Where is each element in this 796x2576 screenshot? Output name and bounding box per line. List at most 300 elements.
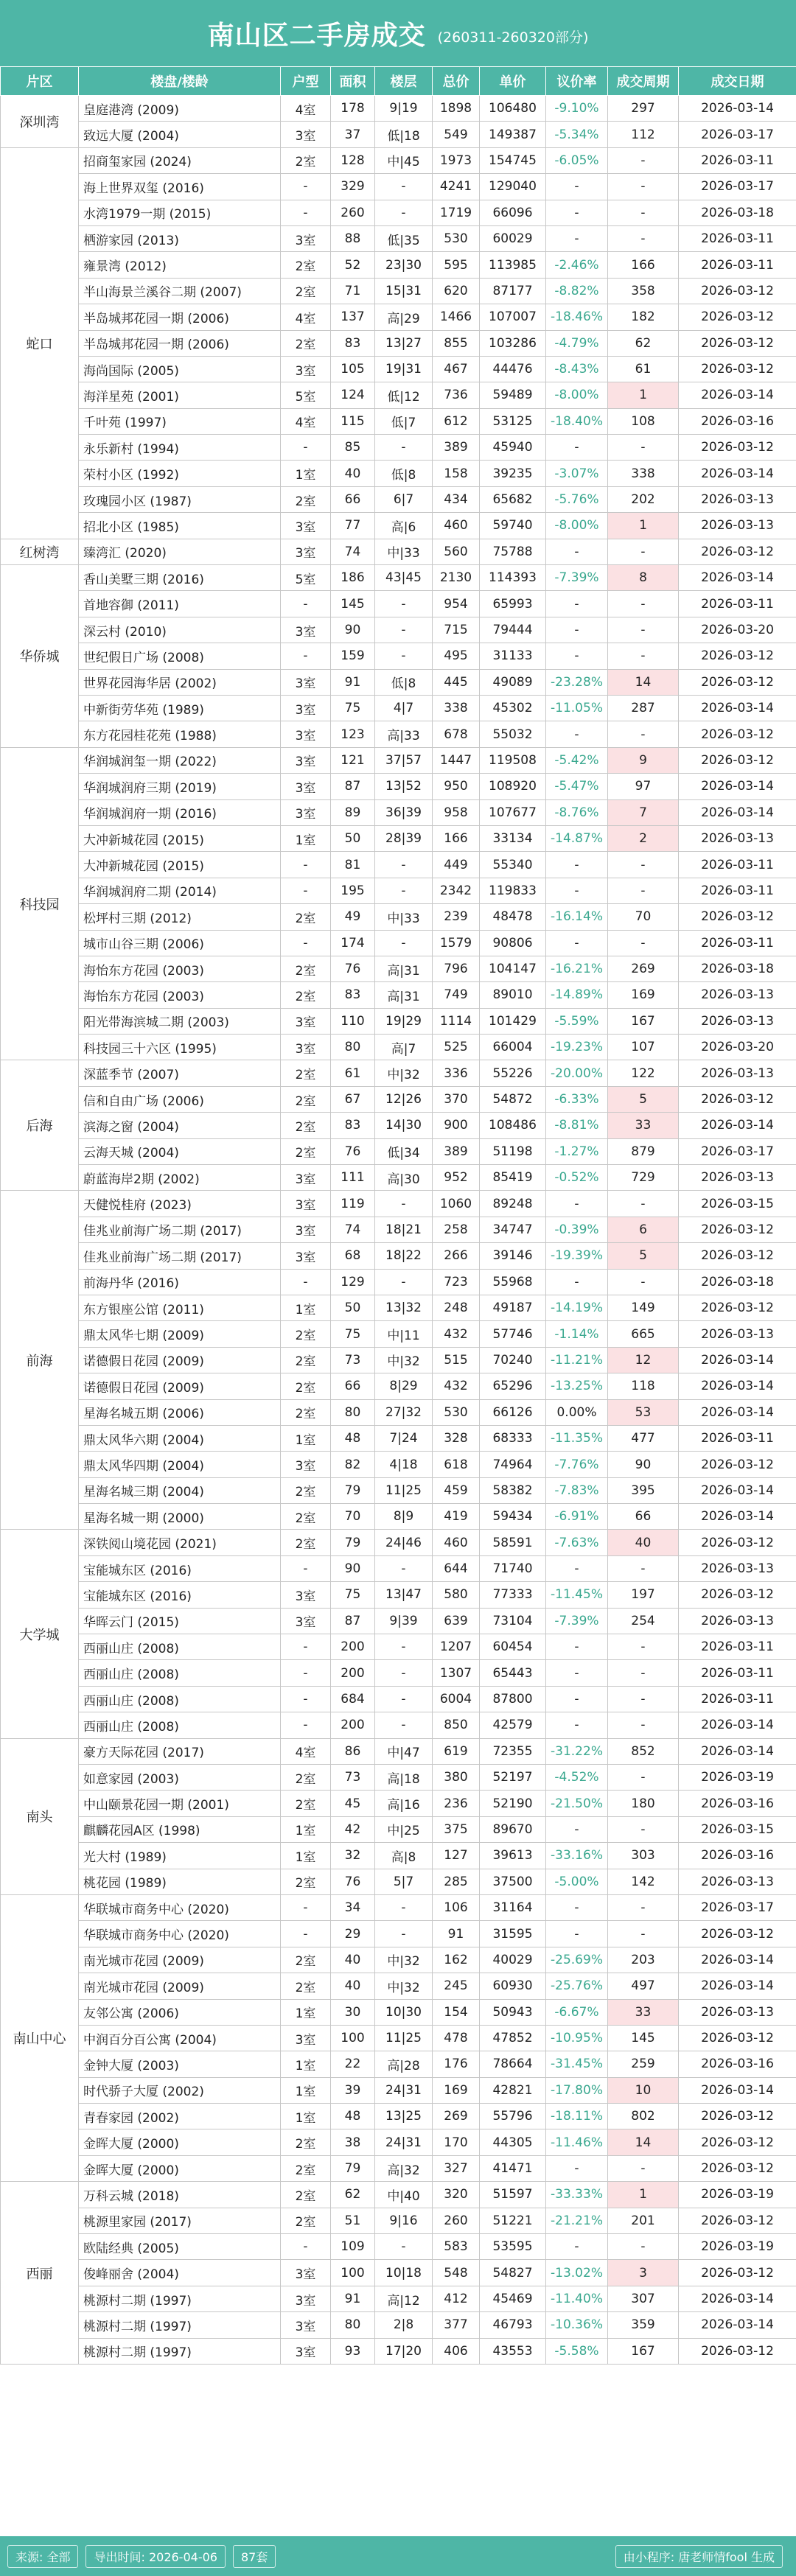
estate-cell: 城市山谷三期 (2006) (79, 930, 281, 956)
table-row (1, 1477, 796, 1503)
unit-price-cell: 48478 (480, 904, 546, 930)
district-cell: 蛇口 (1, 147, 79, 539)
area-cell: 22 (331, 2051, 375, 2077)
unit-price-cell: 42579 (480, 1712, 546, 1738)
area-cell: 129 (331, 1269, 375, 1295)
table-row (1, 1973, 796, 1999)
layout-cell: 2室 (281, 1347, 331, 1373)
estate-cell: 蔚蓝海岸2期 (2002) (79, 1165, 281, 1191)
bargain-rate-cell: -5.47% (546, 774, 608, 799)
floor-cell: 高|28 (375, 2051, 433, 2077)
estate-cell: 西丽山庄 (2008) (79, 1634, 281, 1660)
date-cell: 2026-03-12 (679, 1295, 796, 1320)
layout-cell: 2室 (281, 2208, 331, 2233)
table-row (1, 225, 796, 251)
date-cell: 2026-03-12 (679, 2208, 796, 2233)
cycle-cell: - (608, 2234, 679, 2260)
bargain-rate-cell: -7.39% (546, 565, 608, 591)
layout-cell: 3室 (281, 1165, 331, 1191)
area-cell: 77 (331, 513, 375, 539)
cycle-cell: 9 (608, 747, 679, 773)
estate-cell: 金晖大厦 (2000) (79, 2129, 281, 2155)
cycle-cell: - (608, 591, 679, 617)
total-price-cell: 525 (433, 1035, 480, 1060)
cycle-cell: 395 (608, 1477, 679, 1503)
date-cell: 2026-03-19 (679, 2182, 796, 2208)
date-cell: 2026-03-16 (679, 408, 796, 434)
layout-cell: - (281, 2234, 331, 2260)
estate-cell: 桃花园 (1989) (79, 1869, 281, 1894)
total-price-cell: 1973 (433, 147, 480, 173)
table-row (1, 2286, 796, 2311)
cycle-cell: 97 (608, 774, 679, 799)
cycle-cell: 118 (608, 1373, 679, 1399)
table-row (1, 2234, 796, 2260)
bargain-rate-cell: -5.00% (546, 1869, 608, 1894)
cycle-cell: 287 (608, 695, 679, 721)
area-cell: 71 (331, 278, 375, 304)
date-cell: 2026-03-14 (679, 1504, 796, 1530)
bargain-rate-cell: -25.76% (546, 1973, 608, 1999)
area-cell: 30 (331, 1999, 375, 2025)
bargain-rate-cell: -5.76% (546, 486, 608, 512)
table-row (1, 330, 796, 356)
layout-cell: - (281, 1634, 331, 1660)
estate-cell: 海尚国际 (2005) (79, 356, 281, 382)
total-price-cell: 449 (433, 852, 480, 878)
estate-cell: 大冲新城花园 (2015) (79, 825, 281, 851)
area-cell: 76 (331, 1869, 375, 1894)
total-price-cell: 644 (433, 1555, 480, 1581)
district-cell: 西丽 (1, 2182, 79, 2365)
area-cell: 260 (331, 200, 375, 225)
estate-cell: 深云村 (2010) (79, 617, 281, 643)
area-cell: 684 (331, 1686, 375, 1712)
estate-cell: 南光城市花园 (2009) (79, 1947, 281, 1973)
bargain-rate-cell: -2.46% (546, 252, 608, 278)
table-row (1, 1295, 796, 1320)
area-cell: 76 (331, 956, 375, 981)
layout-cell: 3室 (281, 669, 331, 695)
table-row (1, 174, 796, 200)
date-cell: 2026-03-11 (679, 147, 796, 173)
cycle-cell: 108 (608, 408, 679, 434)
total-price-cell: 434 (433, 486, 480, 512)
layout-cell: 3室 (281, 1243, 331, 1269)
bargain-rate-cell: - (546, 1634, 608, 1660)
date-cell: 2026-03-12 (679, 643, 796, 669)
date-cell: 2026-03-12 (679, 1217, 796, 1242)
cycle-cell: 112 (608, 122, 679, 147)
estate-cell: 欧陆经典 (2005) (79, 2234, 281, 2260)
estate-cell: 华晖云门 (2015) (79, 1608, 281, 1634)
table-row (1, 825, 796, 851)
date-cell: 2026-03-12 (679, 539, 796, 564)
district-cell: 深圳湾 (1, 96, 79, 148)
area-cell: 174 (331, 930, 375, 956)
total-price-cell: 619 (433, 1738, 480, 1764)
floor-cell: 10|30 (375, 1999, 433, 2025)
unit-price-cell: 65682 (480, 486, 546, 512)
layout-cell: 4室 (281, 1738, 331, 1764)
cycle-cell: 2 (608, 825, 679, 851)
area-cell: 32 (331, 1843, 375, 1869)
district-cell: 后海 (1, 1060, 79, 1191)
cycle-cell: 142 (608, 1869, 679, 1894)
unit-price-cell: 51221 (480, 2208, 546, 2233)
unit-price-cell: 87177 (480, 278, 546, 304)
area-cell: 100 (331, 2025, 375, 2051)
total-price-cell: 445 (433, 669, 480, 695)
total-price-cell: 327 (433, 2155, 480, 2181)
cycle-cell: 40 (608, 1530, 679, 1555)
unit-price-cell: 54827 (480, 2260, 546, 2286)
date-cell: 2026-03-13 (679, 1555, 796, 1581)
cycle-cell: - (608, 147, 679, 173)
layout-cell: 2室 (281, 2182, 331, 2208)
table-row (1, 2155, 796, 2181)
cycle-cell: 90 (608, 1452, 679, 1477)
area-cell: 75 (331, 1321, 375, 1347)
cycle-cell: 201 (608, 2208, 679, 2233)
unit-price-cell: 89010 (480, 982, 546, 1008)
table-row (1, 2312, 796, 2338)
unit-price-cell: 59489 (480, 382, 546, 408)
date-cell: 2026-03-14 (679, 774, 796, 799)
unit-price-cell: 37500 (480, 1869, 546, 1894)
cycle-cell: 14 (608, 669, 679, 695)
date-cell: 2026-03-11 (679, 1634, 796, 1660)
bargain-rate-cell: -7.83% (546, 1477, 608, 1503)
cycle-cell: 202 (608, 486, 679, 512)
bargain-rate-cell: -21.21% (546, 2208, 608, 2233)
floor-cell: - (375, 1686, 433, 1712)
table-row (1, 1634, 796, 1660)
area-cell: 29 (331, 1921, 375, 1947)
layout-cell: 5室 (281, 382, 331, 408)
estate-cell: 星海名城五期 (2006) (79, 1399, 281, 1425)
area-cell: 85 (331, 435, 375, 461)
area-cell: 74 (331, 1217, 375, 1242)
total-price-cell: 269 (433, 2104, 480, 2129)
total-price-cell: 154 (433, 1999, 480, 2025)
date-cell: 2026-03-14 (679, 461, 796, 486)
estate-cell: 东方银座公馆 (2011) (79, 1295, 281, 1320)
estate-cell: 桃源村二期 (1997) (79, 2286, 281, 2311)
estate-cell: 前海丹华 (2016) (79, 1269, 281, 1295)
floor-cell: - (375, 1921, 433, 1947)
unit-price-cell: 59434 (480, 1504, 546, 1530)
bargain-rate-cell: -17.80% (546, 2077, 608, 2103)
layout-cell: 2室 (281, 330, 331, 356)
cycle-cell: 145 (608, 2025, 679, 2051)
floor-cell: 17|20 (375, 2338, 433, 2364)
date-cell: 2026-03-14 (679, 382, 796, 408)
layout-cell: 3室 (281, 1452, 331, 1477)
unit-price-cell: 77333 (480, 1582, 546, 1608)
floor-cell: 18|21 (375, 1217, 433, 1242)
table-row (1, 799, 796, 825)
total-price-cell: 432 (433, 1321, 480, 1347)
area-cell: 61 (331, 1060, 375, 1086)
area-cell: 79 (331, 2155, 375, 2181)
total-price-cell: 91 (433, 1921, 480, 1947)
date-cell: 2026-03-17 (679, 1894, 796, 1920)
floor-cell: 高|18 (375, 1765, 433, 1791)
cycle-cell: - (608, 852, 679, 878)
date-cell: 2026-03-12 (679, 330, 796, 356)
date-cell: 2026-03-17 (679, 174, 796, 200)
total-price-cell: 1579 (433, 930, 480, 956)
table-row (1, 1791, 796, 1816)
table-row (1, 1399, 796, 1425)
unit-price-cell: 70240 (480, 1347, 546, 1373)
date-cell: 2026-03-14 (679, 1347, 796, 1373)
layout-cell: 1室 (281, 2051, 331, 2077)
total-price-cell: 258 (433, 1217, 480, 1242)
layout-cell: 2室 (281, 982, 331, 1008)
table-row (1, 382, 796, 408)
table-row (1, 1373, 796, 1399)
area-cell: 145 (331, 591, 375, 617)
unit-price-cell: 107007 (480, 304, 546, 330)
area-cell: 90 (331, 1555, 375, 1581)
estate-cell: 阳光带海滨城二期 (2003) (79, 1008, 281, 1034)
floor-cell: 2|8 (375, 2312, 433, 2338)
layout-cell: 3室 (281, 1191, 331, 1217)
date-cell: 2026-03-14 (679, 1738, 796, 1764)
floor-cell: 中|45 (375, 147, 433, 173)
estate-cell: 西丽山庄 (2008) (79, 1712, 281, 1738)
bargain-rate-cell: -4.79% (546, 330, 608, 356)
table-row (1, 304, 796, 330)
unit-price-cell: 39613 (480, 1843, 546, 1869)
floor-cell: - (375, 1269, 433, 1295)
layout-cell: 3室 (281, 747, 331, 773)
date-cell: 2026-03-12 (679, 1530, 796, 1555)
floor-cell: 4|18 (375, 1452, 433, 1477)
floor-cell: 10|18 (375, 2260, 433, 2286)
estate-cell: 华润城润玺一期 (2022) (79, 747, 281, 773)
table-row (1, 1660, 796, 1686)
area-cell: 83 (331, 1113, 375, 1138)
layout-cell: 3室 (281, 1035, 331, 1060)
layout-cell: 3室 (281, 1608, 331, 1634)
cycle-cell: - (608, 539, 679, 564)
unit-price-cell: 46793 (480, 2312, 546, 2338)
date-cell: 2026-03-11 (679, 852, 796, 878)
estate-cell: 中山颐景花园一期 (2001) (79, 1791, 281, 1816)
layout-cell: - (281, 643, 331, 669)
estate-cell: 宝能城东区 (2016) (79, 1582, 281, 1608)
cycle-cell: 6 (608, 1217, 679, 1242)
floor-cell: 13|27 (375, 330, 433, 356)
bargain-rate-cell: 0.00% (546, 1399, 608, 1425)
floor-cell: - (375, 200, 433, 225)
unit-price-cell: 45940 (480, 435, 546, 461)
cycle-cell: 169 (608, 982, 679, 1008)
table-row (1, 1582, 796, 1608)
unit-price-cell: 87800 (480, 1686, 546, 1712)
unit-price-cell: 31595 (480, 1921, 546, 1947)
unit-price-cell: 149387 (480, 122, 546, 147)
cycle-cell: 203 (608, 1947, 679, 1973)
area-cell: 73 (331, 1765, 375, 1791)
title-bar (0, 0, 796, 66)
layout-cell: 2室 (281, 147, 331, 173)
table-row (1, 1008, 796, 1034)
date-cell: 2026-03-12 (679, 2129, 796, 2155)
total-price-cell: 377 (433, 2312, 480, 2338)
floor-cell: 低|34 (375, 1138, 433, 1164)
date-cell: 2026-03-15 (679, 1816, 796, 1842)
bargain-rate-cell: -20.00% (546, 1060, 608, 1086)
unit-price-cell: 103286 (480, 330, 546, 356)
layout-cell: 3室 (281, 2312, 331, 2338)
bargain-rate-cell: - (546, 617, 608, 643)
date-cell: 2026-03-12 (679, 1452, 796, 1477)
estate-cell: 半岛城邦花园一期 (2006) (79, 304, 281, 330)
cycle-cell: 303 (608, 1843, 679, 1869)
area-cell: 74 (331, 539, 375, 564)
table-row (1, 1921, 796, 1947)
floor-cell: 24|46 (375, 1530, 433, 1555)
estate-cell: 俊峰丽舍 (2004) (79, 2260, 281, 2286)
date-cell: 2026-03-16 (679, 2051, 796, 2077)
estate-cell: 深铁阅山境花园 (2021) (79, 1530, 281, 1555)
unit-price-cell: 55032 (480, 721, 546, 747)
bargain-rate-cell: -7.63% (546, 1530, 608, 1555)
bargain-rate-cell: -6.33% (546, 1086, 608, 1112)
cycle-cell: 10 (608, 2077, 679, 2103)
table-row (1, 1113, 796, 1138)
floor-cell: 19|29 (375, 1008, 433, 1034)
header-layout: 户型 (281, 67, 331, 96)
district-cell: 华侨城 (1, 565, 79, 748)
unit-price-cell: 43553 (480, 2338, 546, 2364)
unit-price-cell: 90806 (480, 930, 546, 956)
date-cell: 2026-03-12 (679, 2025, 796, 2051)
date-cell: 2026-03-13 (679, 825, 796, 851)
date-cell: 2026-03-12 (679, 747, 796, 773)
date-cell: 2026-03-11 (679, 1425, 796, 1451)
area-cell: 87 (331, 1608, 375, 1634)
floor-cell: 低|35 (375, 225, 433, 251)
bargain-rate-cell: -31.22% (546, 1738, 608, 1764)
table-row (1, 904, 796, 930)
footer-export-time: 导出时间: 2026-04-06 (85, 2545, 225, 2568)
area-cell: 83 (331, 330, 375, 356)
unit-price-cell: 65443 (480, 1660, 546, 1686)
cycle-cell: 7 (608, 799, 679, 825)
total-price-cell: 467 (433, 356, 480, 382)
layout-cell: 2室 (281, 1321, 331, 1347)
layout-cell: 3室 (281, 122, 331, 147)
unit-price-cell: 42821 (480, 2077, 546, 2103)
floor-cell: 8|29 (375, 1373, 433, 1399)
floor-cell: 高|7 (375, 1035, 433, 1060)
floor-cell: 高|12 (375, 2286, 433, 2311)
unit-price-cell: 54872 (480, 1086, 546, 1112)
estate-cell: 西丽山庄 (2008) (79, 1686, 281, 1712)
unit-price-cell: 78664 (480, 2051, 546, 2077)
cycle-cell: - (608, 878, 679, 903)
floor-cell: 13|32 (375, 1295, 433, 1320)
cycle-cell: 182 (608, 304, 679, 330)
cycle-cell: 338 (608, 461, 679, 486)
total-price-cell: 515 (433, 1347, 480, 1373)
area-cell: 48 (331, 1425, 375, 1451)
total-price-cell: 530 (433, 225, 480, 251)
unit-price-cell: 85419 (480, 1165, 546, 1191)
floor-cell: 中|32 (375, 1947, 433, 1973)
bargain-rate-cell: -10.95% (546, 2025, 608, 2051)
cycle-cell: 802 (608, 2104, 679, 2129)
estate-cell: 世界花园海华居 (2002) (79, 669, 281, 695)
unit-price-cell: 75788 (480, 539, 546, 564)
estate-cell: 华润城润府三期 (2019) (79, 774, 281, 799)
layout-cell: - (281, 200, 331, 225)
bargain-rate-cell: -5.59% (546, 1008, 608, 1034)
date-cell: 2026-03-19 (679, 2234, 796, 2260)
cycle-cell: 70 (608, 904, 679, 930)
cycle-cell: 358 (608, 278, 679, 304)
table-row (1, 1165, 796, 1191)
area-cell: 76 (331, 1138, 375, 1164)
table-row (1, 1035, 796, 1060)
floor-cell: 23|30 (375, 252, 433, 278)
unit-price-cell: 31164 (480, 1894, 546, 1920)
date-cell: 2026-03-16 (679, 1791, 796, 1816)
total-price-cell: 639 (433, 1608, 480, 1634)
date-cell: 2026-03-14 (679, 1399, 796, 1425)
area-cell: 91 (331, 669, 375, 695)
unit-price-cell: 39235 (480, 461, 546, 486)
layout-cell: 4室 (281, 408, 331, 434)
estate-cell: 招北小区 (1985) (79, 513, 281, 539)
area-cell: 109 (331, 2234, 375, 2260)
layout-cell: 2室 (281, 2155, 331, 2181)
total-price-cell: 328 (433, 1425, 480, 1451)
unit-price-cell: 89670 (480, 1816, 546, 1842)
layout-cell: 4室 (281, 304, 331, 330)
date-cell: 2026-03-17 (679, 1138, 796, 1164)
page-subtitle: (260311-260320部分) (437, 29, 589, 46)
total-price-cell: 370 (433, 1086, 480, 1112)
bargain-rate-cell: -18.40% (546, 408, 608, 434)
estate-cell: 永乐新村 (1994) (79, 435, 281, 461)
date-cell: 2026-03-13 (679, 486, 796, 512)
floor-cell: 9|16 (375, 2208, 433, 2233)
estate-cell: 南光城市花园 (2009) (79, 1973, 281, 1999)
table-row (1, 1843, 796, 1869)
cycle-cell: - (608, 1765, 679, 1791)
floor-cell: 中|25 (375, 1816, 433, 1842)
bargain-rate-cell: - (546, 1555, 608, 1581)
cycle-cell: 729 (608, 1165, 679, 1191)
bargain-rate-cell: - (546, 435, 608, 461)
area-cell: 115 (331, 408, 375, 434)
total-price-cell: 389 (433, 1138, 480, 1164)
unit-price-cell: 108920 (480, 774, 546, 799)
date-cell: 2026-03-11 (679, 225, 796, 251)
layout-cell: 2室 (281, 252, 331, 278)
total-price-cell: 236 (433, 1791, 480, 1816)
total-price-cell: 2130 (433, 565, 480, 591)
layout-cell: 3室 (281, 2286, 331, 2311)
estate-cell: 豪方天际花园 (2017) (79, 1738, 281, 1764)
district-cell: 科技园 (1, 747, 79, 1060)
